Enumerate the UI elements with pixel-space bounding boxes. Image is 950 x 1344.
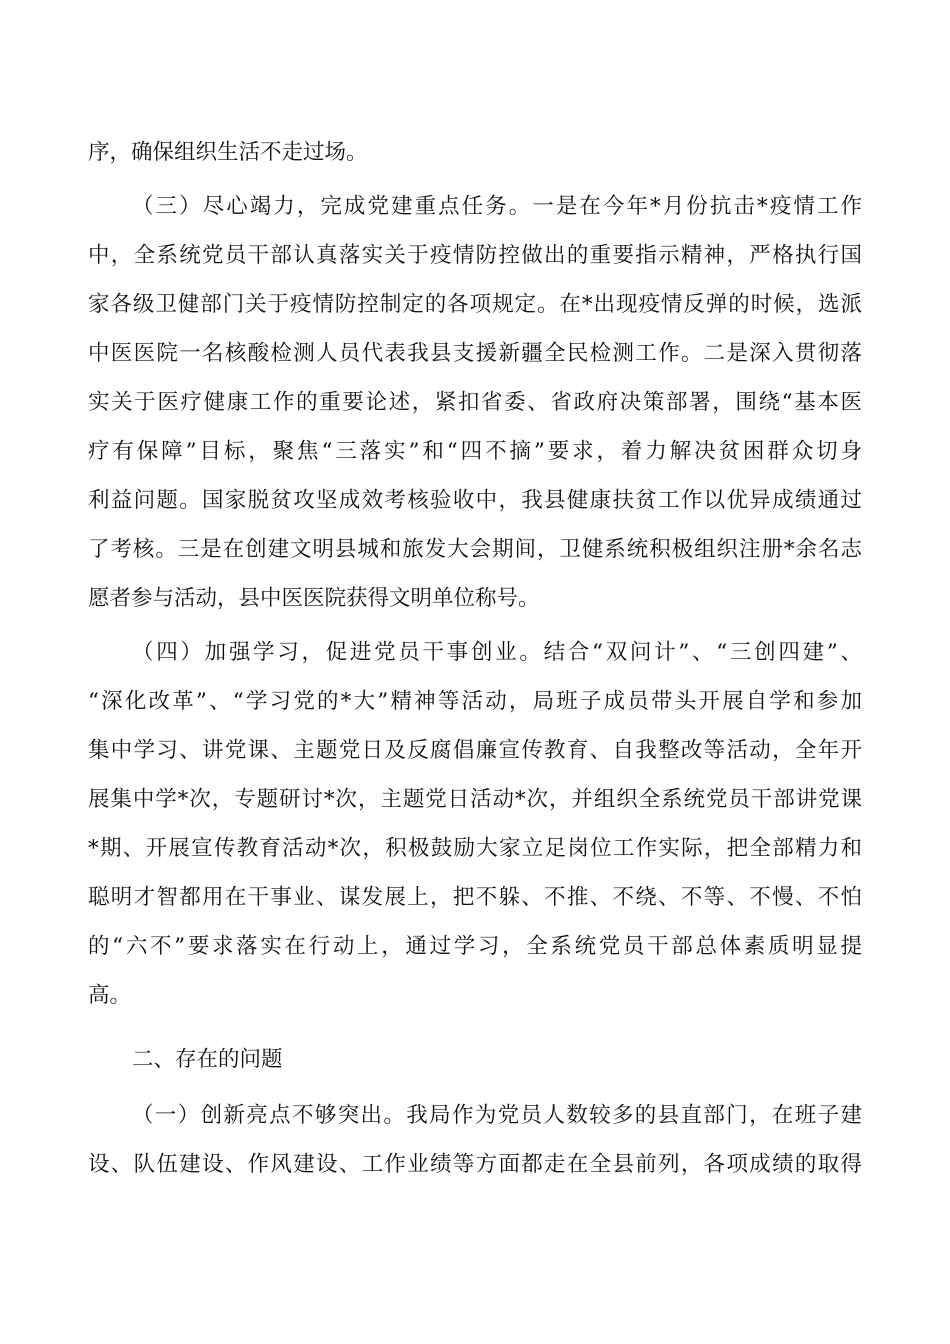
- paragraph-line: 家各级卫健部门关于疫情防控制定的各项规定。在*出现疫情反弹的时候，选派: [88, 292, 862, 317]
- paragraph-line: *期、开展宣传教育活动*次，积极鼓励大家立足岗位工作实际，把全部精力和: [88, 836, 862, 861]
- paragraph-line: 聪明才智都用在干事业、谋发展上，把不躲、不推、不绕、不等、不慢、不怕: [88, 885, 862, 910]
- paragraph-line: 高。: [88, 983, 132, 1008]
- paragraph-line: 集中学习、讲党课、主题党日及反腐倡廉宣传教育、自我整改等活动，全年开: [88, 738, 862, 763]
- paragraph-line: 序，确保组织生活不走过场。: [88, 140, 368, 165]
- paragraph-line: 展集中学*次，专题研讨*次，主题党日活动*次，并组织全系统党员干部讲党课: [88, 787, 862, 812]
- paragraph-line: （一）创新亮点不够突出。我局作为党员人数较多的县直部门，在班子建: [132, 1103, 862, 1128]
- paragraph-line: （四）加强学习，促进党员干事创业。结合“双问计”、“三创四建”、: [132, 640, 862, 665]
- section-heading: 二、存在的问题: [132, 1047, 283, 1072]
- paragraph-line: “深化改革”、“学习党的*大”精神等活动，局班子成员带头开展自学和参加: [88, 689, 862, 714]
- paragraph-line: 利益问题。国家脱贫攻坚成效考核验收中，我县健康扶贫工作以优异成绩通过: [88, 488, 862, 513]
- paragraph-line: 中医医院一名核酸检测人员代表我县支援新疆全民检测工作。二是深入贯彻落: [88, 341, 862, 366]
- paragraph-line: （三）尽心竭力，完成党建重点任务。一是在今年*月份抗击*疫情工作: [132, 194, 862, 219]
- paragraph-line: 的“六不”要求落实在行动上，通过学习，全系统党员干部总体素质明显提: [88, 934, 862, 959]
- paragraph-line: 中，全系统党员干部认真落实关于疫情防控做出的重要指示精神，严格执行国: [88, 243, 862, 268]
- paragraph-line: 愿者参与活动，县中医医院获得文明单位称号。: [88, 586, 540, 611]
- paragraph-line: 实关于医疗健康工作的重要论述，紧扣省委、省政府决策部署，围绕“基本医: [88, 390, 862, 415]
- paragraph-line: 疗有保障”目标，聚焦“三落实”和“四不摘”要求，着力解决贫困群众切身: [88, 439, 862, 464]
- paragraph-line: 设、队伍建设、作风建设、工作业绩等方面都走在全县前列，各项成绩的取得: [88, 1152, 862, 1177]
- paragraph-line: 了考核。三是在创建文明县城和旅发大会期间，卫健系统积极组织注册*余名志: [88, 537, 862, 562]
